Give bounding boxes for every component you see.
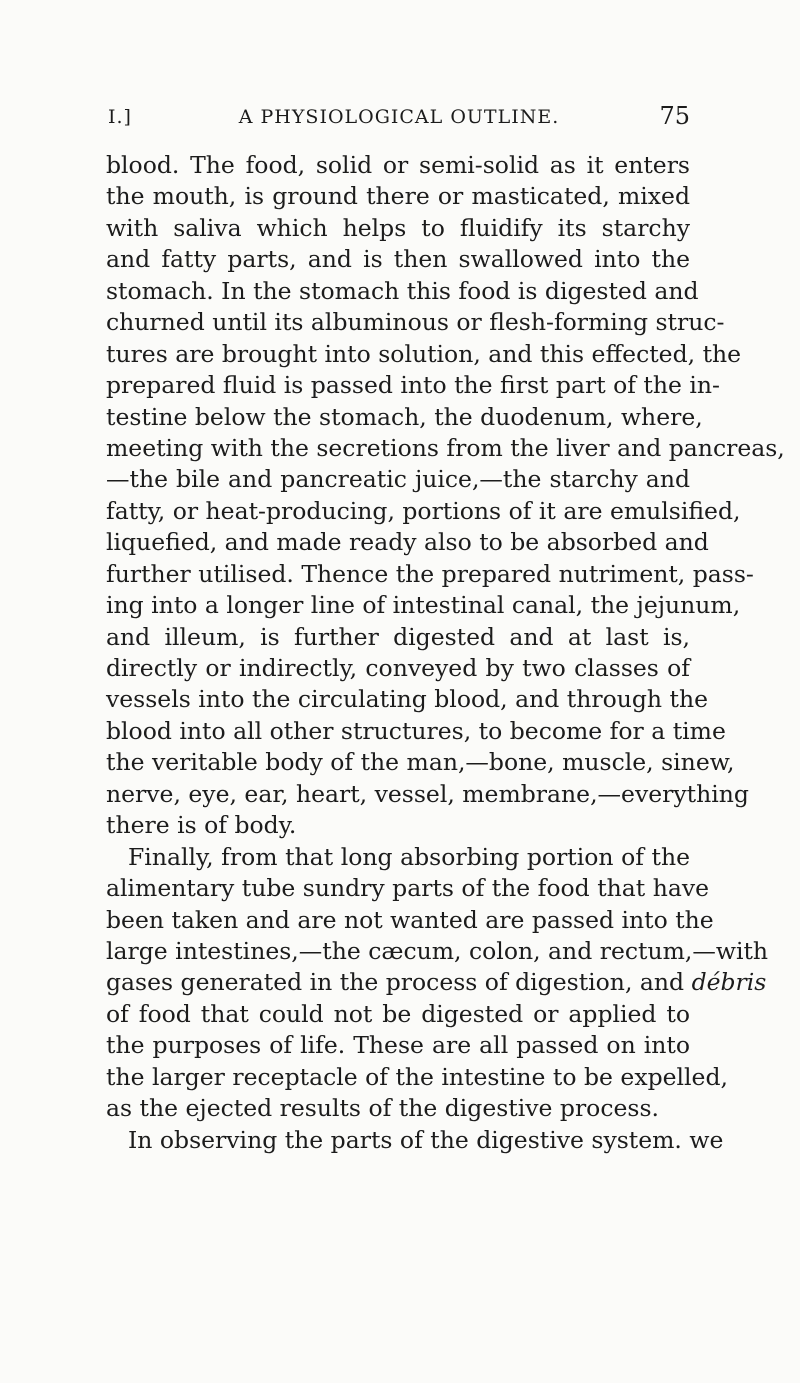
text-line: as the ejected results of the digestive process.: [106, 1094, 659, 1123]
text-line: —the bile and pancreatic juice,—the starchy and: [106, 465, 690, 494]
text-line: and illeum, is further digested and at last is,: [106, 622, 690, 651]
text-line: fatty, or heat-producing, portions of it are emulsified,: [106, 496, 741, 525]
text-line: meeting with the secretions from the liver and pancreas,: [106, 433, 785, 462]
running-title: A PHYSIOLOGICAL OUTLINE.: [238, 106, 560, 128]
text-line: and fatty parts, and is then swallowed into the: [106, 245, 690, 274]
text-line: the purposes of life. These are all passed on into: [106, 1031, 690, 1060]
text-line: alimentary tube sundry parts of the food that have: [106, 874, 710, 903]
text-line: directly or indirectly, conveyed by two classes of: [106, 654, 690, 682]
text-line: [106, 967, 767, 998]
text-line: the larger receptacle of the intestine to be expelled,: [106, 1062, 728, 1091]
text-line: tures are brought into solution, and this effected, the: [106, 339, 742, 368]
text-line: prepared fluid is passed into the first part of the in-: [106, 371, 720, 400]
text-line: the mouth, is ground there or masticated, mixed: [106, 182, 690, 211]
text-line: nerve, eye, ear, heart, vessel, membrane,—everything: [106, 779, 749, 808]
text-line: the veritable body of the man,—bone, muscle, sinew,: [106, 748, 735, 777]
text-line: been taken and are not wanted are passed into the: [106, 905, 714, 934]
text-line: liquefied, and made ready also to be absorbed and: [106, 528, 709, 557]
text-line: stomach. In the stomach this food is digested and: [106, 276, 699, 305]
text-line: vessels into the circulating blood, and through the: [106, 685, 708, 714]
page-number: 75: [659, 102, 690, 130]
text-line: ing into a longer line of intestinal canal, the jejunum,: [106, 591, 741, 620]
text-line: blood. The food, solid or semi-solid as it enters: [106, 151, 690, 179]
text-line: churned until its albuminous or flesh-forming struc-: [106, 308, 725, 337]
text-span: gases generated in the process of digestion, and: [106, 968, 685, 997]
text-line: In observing the parts of the digestive system. we: [128, 1125, 724, 1154]
text-line: blood into all other structures, to become for a time: [106, 716, 726, 745]
text-line: Finally, from that long absorbing portion of the: [128, 842, 690, 871]
italic-word: débris: [691, 968, 767, 997]
text-line: there is of body.: [106, 811, 297, 840]
text-line: testine below the stomach, the duodenum, where,: [106, 402, 703, 431]
chapter-number: I.]: [108, 106, 132, 128]
body-text: [106, 150, 785, 1156]
text-line: with saliva which helps to fluidify its starchy: [106, 213, 690, 242]
text-line: further utilised. Thence the prepared nutriment, pass-: [106, 559, 754, 588]
text-line: large intestines,—the cæcum, colon, and rectum,—with: [106, 936, 769, 965]
running-head: [108, 102, 690, 134]
text-line: of food that could not be digested or applied to: [106, 999, 690, 1028]
